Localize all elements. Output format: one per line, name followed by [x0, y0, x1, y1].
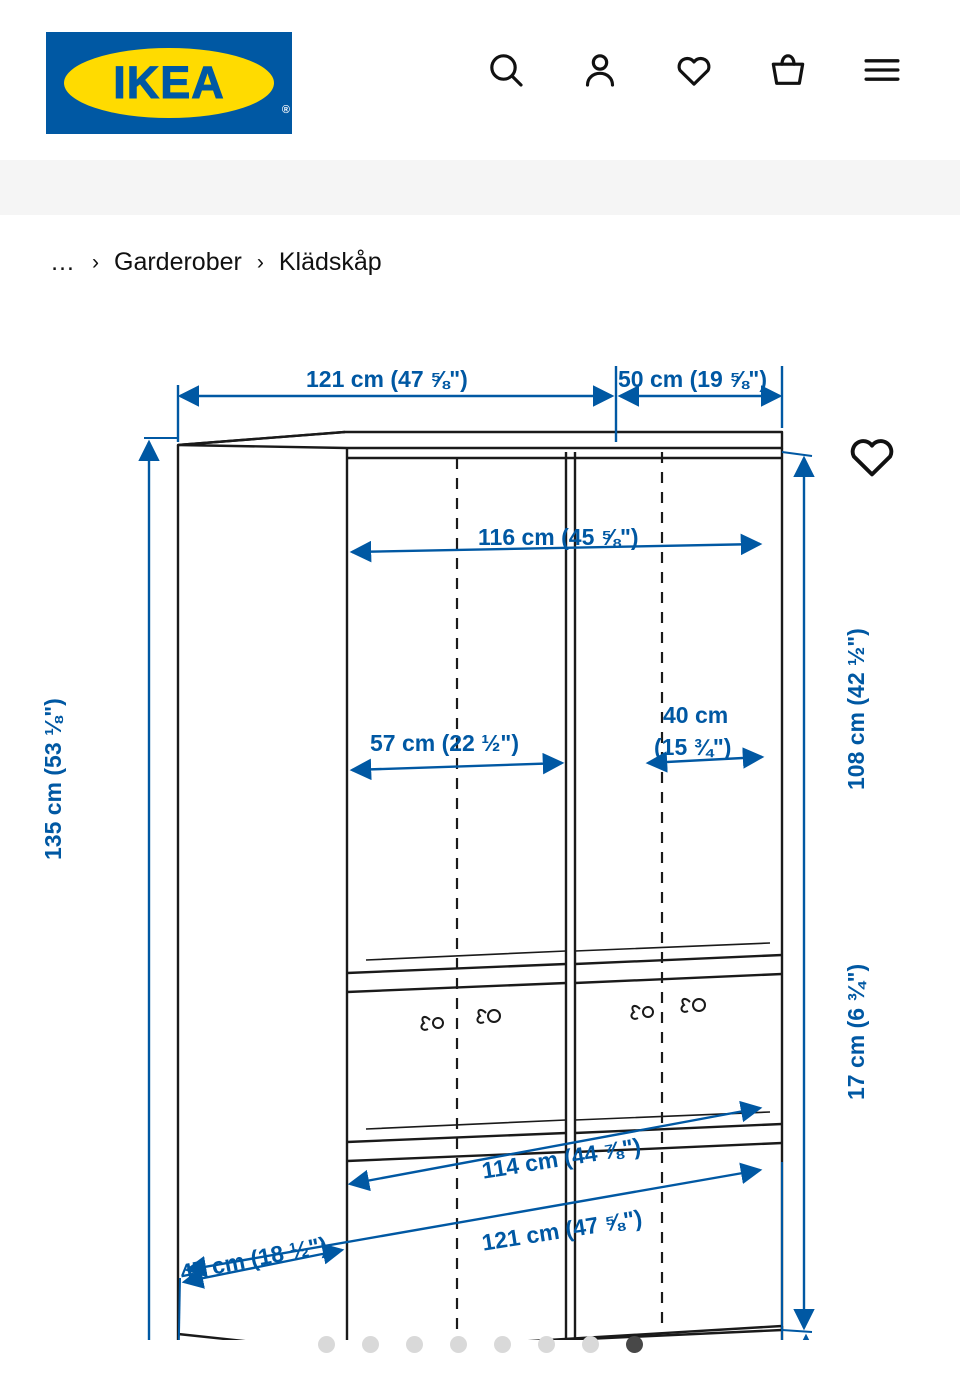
dimension-label-top-left-width: 121 cm (47 ⅝"): [306, 366, 468, 392]
dimension-label-right-compartment-width-1: 40 cm: [663, 702, 729, 728]
site-header: [0, 0, 960, 160]
breadcrumb-separator: ›: [92, 250, 99, 274]
breadcrumb-separator: ›: [256, 250, 264, 274]
dimension-label-body-height: 108 cm (42 ½"): [843, 628, 869, 790]
dimension-label-depth: 47 cm (18 ½"): [178, 1231, 330, 1286]
dimension-drawing: [0, 330, 960, 1340]
account-icon[interactable]: [580, 50, 620, 90]
breadcrumb-item-garderober[interactable]: Garderober: [114, 248, 242, 276]
dimension-label-leg-height: 17 cm (6 ¾"): [843, 963, 869, 1100]
breadcrumb: [50, 248, 382, 277]
carousel-pagination: [0, 1336, 960, 1353]
dimension-label-inner-width: 116 cm (45 ⅝"): [478, 524, 639, 550]
header-icon-bar: [486, 50, 902, 90]
logo-text: IKEA: [113, 57, 225, 108]
heart-icon[interactable]: [846, 430, 898, 482]
logo-oval: [64, 48, 290, 118]
dimension-label-right-compartment-width-2: (15 ¾"): [654, 734, 732, 760]
carousel-dot[interactable]: [538, 1336, 555, 1353]
dimension-label-front-width: 121 cm (47 ⅝"): [480, 1204, 644, 1256]
product-dimension-image[interactable]: [0, 330, 960, 1340]
dimension-label-base-depth: 114 cm (44 ⅞"): [480, 1132, 643, 1184]
secondary-bar: [0, 160, 960, 215]
logo-registered-mark: ®: [281, 104, 290, 116]
carousel-dot[interactable]: [362, 1336, 379, 1353]
carousel-dot[interactable]: [406, 1336, 423, 1353]
dimension-label-total-height: 135 cm (53 ⅛"): [40, 698, 66, 860]
dimension-label-left-compartment-width: 57 cm (22 ½"): [370, 730, 519, 756]
carousel-dot[interactable]: [318, 1336, 335, 1353]
wishlist-icon[interactable]: [674, 50, 714, 90]
dimension-lines: [144, 366, 816, 1340]
carousel-dot-active[interactable]: [626, 1336, 643, 1353]
search-icon[interactable]: [486, 50, 526, 90]
ikea-logo[interactable]: [46, 32, 292, 134]
cabinet-outline: [178, 432, 782, 1340]
carousel-dot[interactable]: [582, 1336, 599, 1353]
breadcrumb-ellipsis[interactable]: …: [50, 248, 77, 276]
breadcrumb-item-kladskap[interactable]: Klädskåp: [278, 248, 382, 276]
carousel-dot[interactable]: [450, 1336, 467, 1353]
cart-icon[interactable]: [768, 50, 808, 90]
dimension-label-top-right-width: 50 cm (19 ⅝"): [618, 366, 767, 392]
menu-icon[interactable]: [862, 50, 902, 90]
carousel-dot[interactable]: [494, 1336, 511, 1353]
